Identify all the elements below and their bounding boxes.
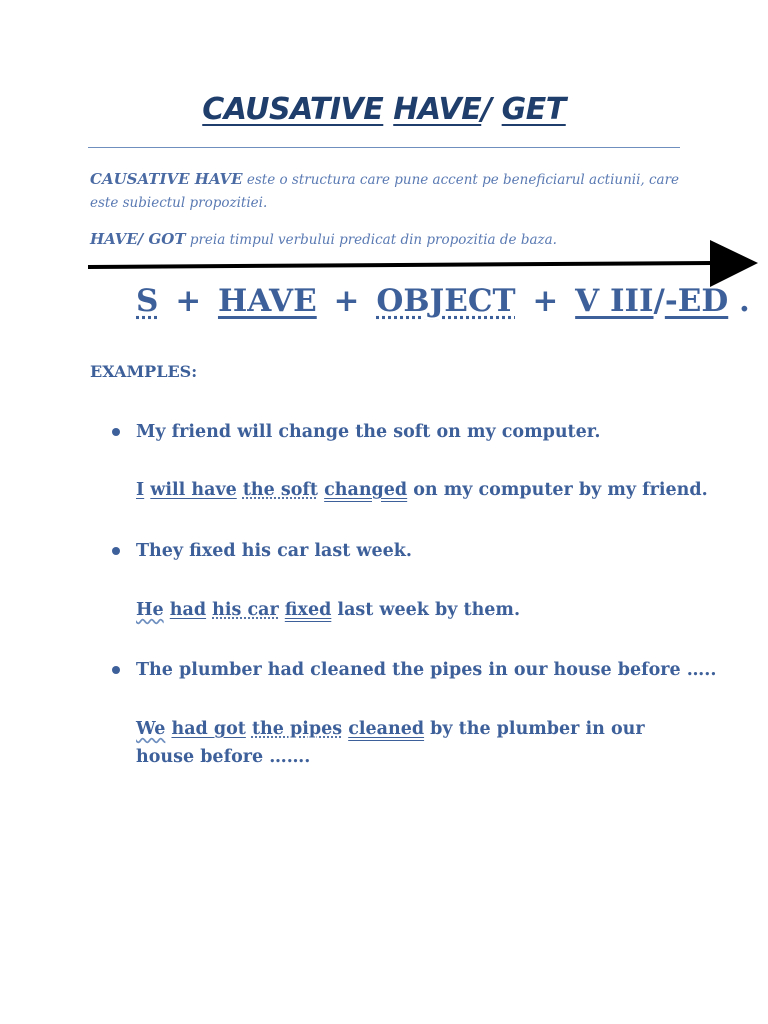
example-3-sentence: The plumber had cleaned the pipes in our house before ….. xyxy=(136,660,717,680)
example-3-object: the pipes xyxy=(251,719,343,739)
example-3-have: had got xyxy=(171,719,246,739)
example-1-sentence: My friend will change the soft on my computer. xyxy=(136,422,601,442)
formula-v3: V III xyxy=(575,283,654,319)
title-causative: CAUSATIVE xyxy=(202,92,384,127)
formula-end: . xyxy=(739,283,750,319)
example-2-object: his car xyxy=(212,600,279,620)
example-2-have: had xyxy=(169,600,207,620)
example-2-subject: He xyxy=(136,600,164,620)
intro-text-1: este o structura care pune accent pe beneficiarul actiunii, care este subiectul propozitiei. xyxy=(90,172,680,211)
example-1-transformed xyxy=(136,476,708,504)
examples-heading: EXAMPLES: xyxy=(90,362,198,381)
example-2-rest: last week by them. xyxy=(331,600,521,620)
formula xyxy=(136,283,750,319)
page-title xyxy=(0,92,768,127)
formula-ed: -ED xyxy=(664,283,729,319)
formula-s: S xyxy=(136,283,159,319)
title-slash: / xyxy=(481,92,492,127)
bullet-icon xyxy=(112,547,120,555)
example-1-have: will have xyxy=(150,480,237,500)
formula-plus-1: + xyxy=(175,283,202,319)
formula-object: OBJECT xyxy=(376,283,516,319)
intro-term-have-got: HAVE/ GOT xyxy=(90,230,186,248)
intro-term-causative-have: CAUSATIVE HAVE xyxy=(90,170,243,188)
intro-text-2: preia timpul verbului predicat din propozitia de baza. xyxy=(185,232,557,248)
example-3-subject: We xyxy=(136,719,166,739)
example-3-participle: cleaned xyxy=(348,719,425,739)
formula-plus-3: + xyxy=(532,283,559,319)
example-3-rest: by the plumber in our house before ……. xyxy=(136,719,645,767)
title-have: HAVE xyxy=(393,92,482,127)
formula-have: HAVE xyxy=(217,283,317,319)
example-3-transformed xyxy=(136,715,681,771)
intro-paragraph-1 xyxy=(90,168,690,215)
example-2-sentence: They fixed his car last week. xyxy=(136,541,412,561)
title-get: GET xyxy=(501,92,566,127)
example-2-participle: fixed xyxy=(284,600,332,620)
formula-slash: / xyxy=(653,283,665,319)
example-2-transformed xyxy=(136,596,520,624)
title-divider xyxy=(88,147,680,148)
example-1-object: the soft xyxy=(242,480,319,500)
example-1-rest: on my computer by my friend. xyxy=(407,480,708,500)
bullet-icon xyxy=(112,428,120,436)
example-1-subject: I xyxy=(136,480,145,500)
formula-plus-2: + xyxy=(333,283,360,319)
example-1-participle: changed xyxy=(324,480,408,500)
bullet-icon xyxy=(112,666,120,674)
